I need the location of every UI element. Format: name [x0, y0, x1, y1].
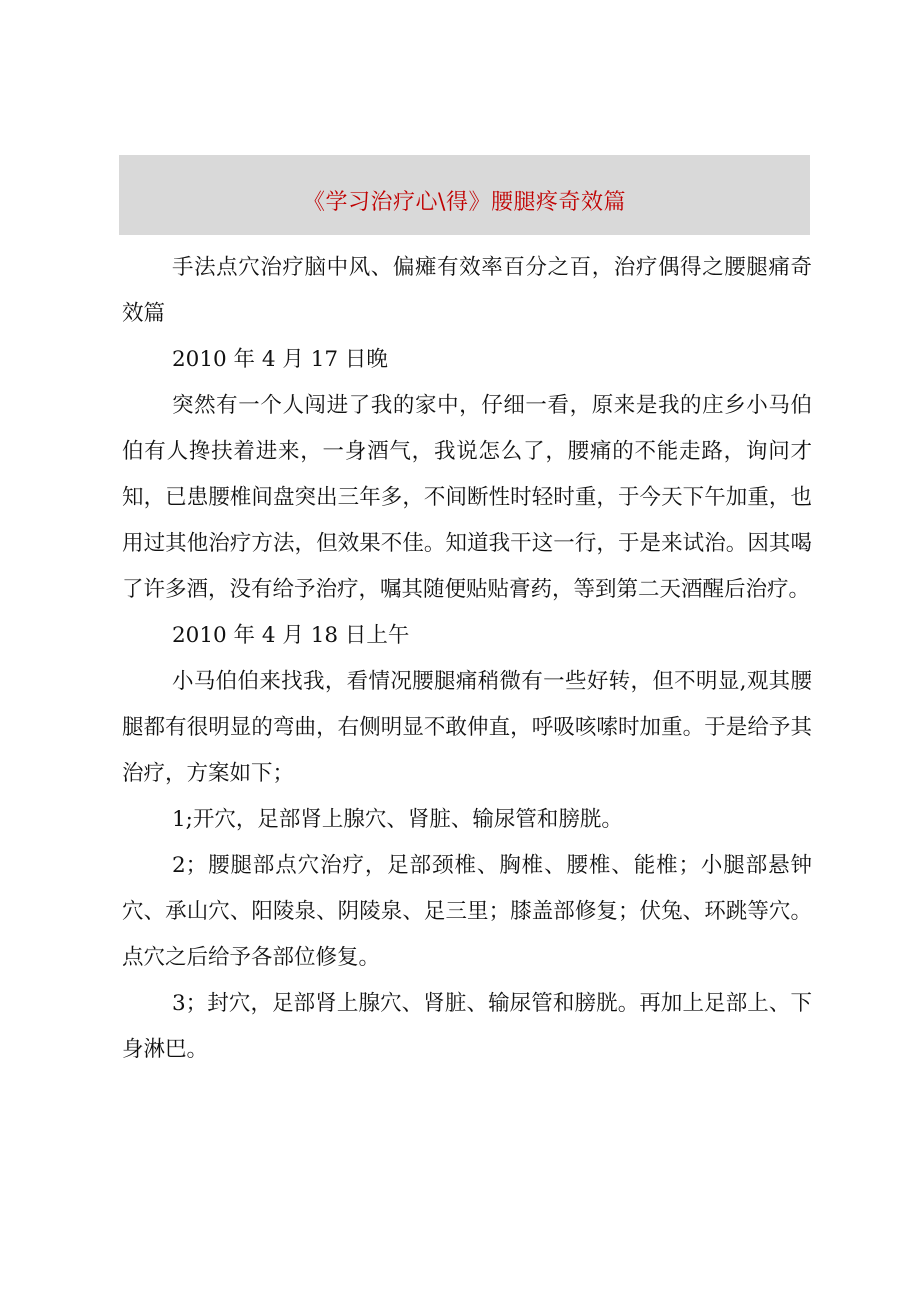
paragraph-date-1: 2010 年 4 月 17 日晚 — [172, 347, 388, 372]
paragraph-step-2: 2；腰腿部点穴治疗，足部颈椎、胸椎、腰椎、能椎；小腿部悬钟穴、承山穴、阳陵泉、阴陵泉、足三里；膝盖部修复；伏兔、环跳等穴。点穴之后给予各部位修复。 — [122, 853, 812, 970]
paragraph-story-2: 小马伯伯来找我，看情况腰腿痛稍微有一些好转，但不明显,观其腰腿都有很明显的弯曲，右侧明显不敢伸直，呼吸咳嗦时加重。于是给予其治疗，方案如下； — [122, 669, 812, 786]
paragraph-date-2: 2010 年 4 月 18 日上午 — [172, 623, 410, 648]
paragraph-story-1: 突然有一个人闯进了我的家中，仔细一看，原来是我的庄乡小马伯伯有人搀扶着进来，一身酒气，我说怎么了，腰痛的不能走路，询问才知，已患腰椎间盘突出三年多，不间断性时轻时重，于今天下午加重，也用过其他治疗方法，但效果不佳。知道我干这一行，于是来试治。因其喝了许多酒，没有给予治疗，嘱其随便贴贴膏药，等到第二天酒醒后治疗。 — [122, 393, 812, 602]
paragraph-step-1: 1;开穴，足部肾上腺穴、肾脏、输尿管和膀胱。 — [172, 807, 623, 832]
document-title: 《学习治疗心\得》腰腿疼奇效篇 — [303, 189, 626, 215]
paragraph-intro: 手法点穴治疗脑中风、偏瘫有效率百分之百，治疗偶得之腰腿痛奇效篇 — [122, 255, 812, 326]
title-band — [119, 155, 810, 235]
document-body — [122, 245, 812, 1073]
paragraph-step-3: 3；封穴，足部肾上腺穴、肾脏、输尿管和膀胱。再加上足部上、下身淋巴。 — [122, 991, 812, 1062]
